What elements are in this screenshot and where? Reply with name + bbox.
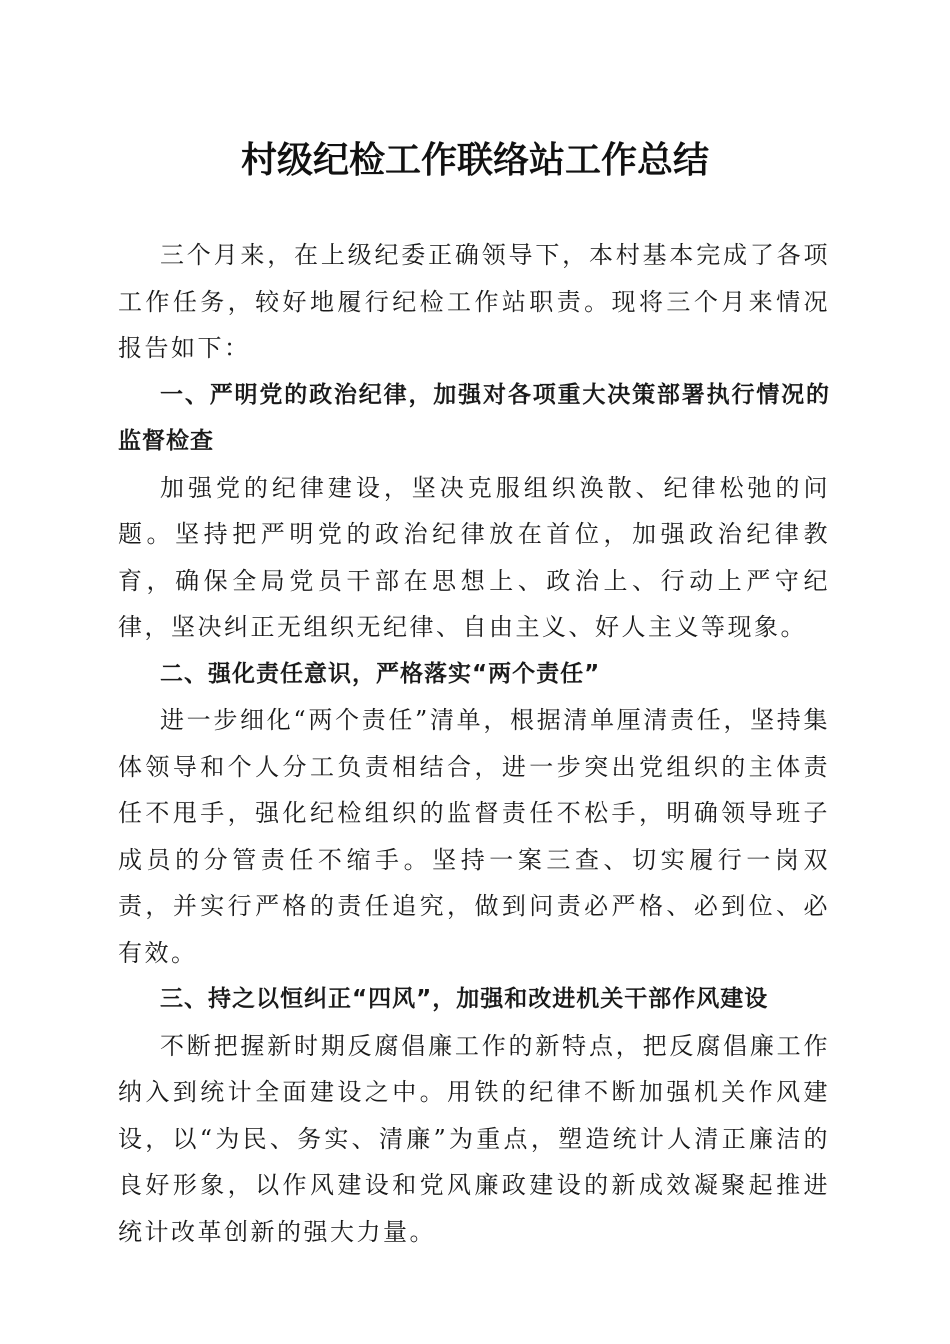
section-1-body: 加强党的纪律建设，坚决克服组织涣散、纪律松弛的问题。坚持把严明党的政治纪律放在首位，加强政治纪律教育，确保全局党员干部在思想上、政治上、行动上严守纪律，坚决纠正无组织无纪律、自由主义、好人主义等现象。: [118, 473, 830, 641]
section-2-body: 进一步细化“两个责任”清单，根据清单厘清责任，坚持集体领导和个人分工负责相结合，进一步突出党组织的主体责任不甩手，强化纪检组织的监督责任不松手，明确领导班子成员的分管责任不缩手。坚持一案三查、切实履行一岗双责，并实行严格的责任追究，做到问责必严格、必到位、必有效。: [118, 706, 830, 967]
section-1-heading: 一、严明党的政治纪律，加强对各项重大决策部署执行情况的监督检查: [118, 381, 830, 454]
intro-paragraph: 三个月来，在上级纪委正确领导下，本村基本完成了各项工作任务，较好地履行纪检工作站职责。现将三个月来情况报告如下：: [118, 241, 830, 362]
section-3-body: 不断把握新时期反腐倡廉工作的新特点，把反腐倡廉工作纳入到统计全面建设之中。用铁的纪律不断加强机关作风建设，以“为民、务实、清廉”为重点，塑造统计人清正廉洁的良好形象，以作风建设和党风廉政建设的新成效凝聚起推进统计改革创新的强大力量。: [118, 1031, 830, 1246]
section-2-heading: 二、强化责任意识，严格落实“两个责任”: [160, 660, 601, 687]
document-body: [118, 232, 830, 1255]
document-title: 村级纪检工作联络站工作总结: [240, 139, 709, 181]
section-3-heading: 三、持之以恒纠正“四风”，加强和改进机关干部作风建设: [160, 986, 769, 1012]
